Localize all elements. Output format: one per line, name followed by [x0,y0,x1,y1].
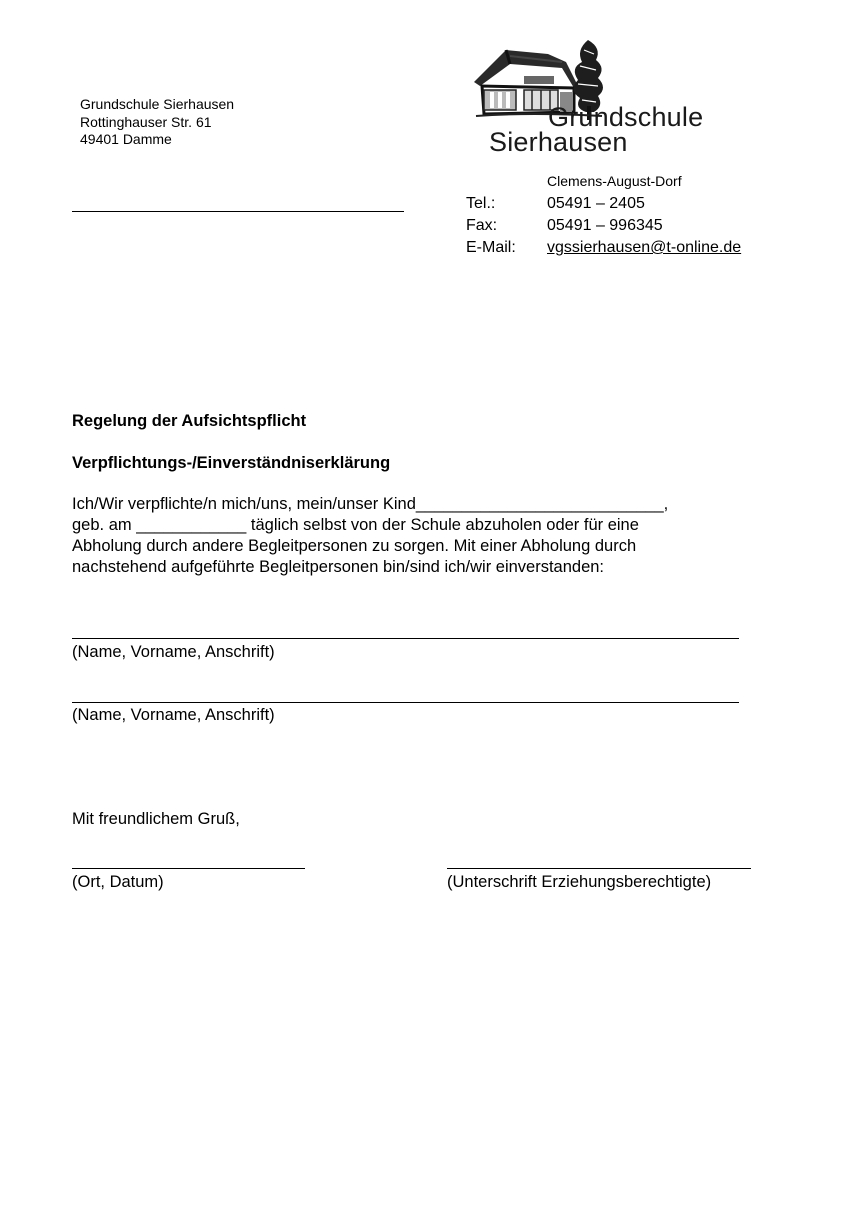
heading-supervision-rules: Regelung der Aufsichtspflicht [72,412,307,430]
logo-word-sierhausen: Sierhausen [489,127,628,157]
school-logo [470,36,710,164]
place-date-line [72,868,305,869]
tel-label: Tel.: [466,195,496,212]
tel-value: 05491 – 2405 [547,195,645,212]
recipient-address-line [72,211,404,212]
sender-city: 49401 Damme [80,131,172,147]
logo-word-grundschule: Grundschule [548,102,704,132]
sender-street: Rottinghauser Str. 61 [80,113,212,130]
heading-declaration: Verpflichtungs-/Einverständniserklärung [72,454,391,472]
fax-value: 05491 – 996345 [547,217,663,234]
place-date-caption: (Ort, Datum) [72,873,164,891]
village-name: Clemens-August-Dorf [547,173,682,189]
person-2-line [72,702,739,703]
person-2-caption: (Name, Vorname, Anschrift) [72,706,275,724]
paragraph-line: Ich/Wir verpflichte/n mich/uns, mein/unser Kind___________________________, [72,495,669,513]
signature-caption: (Unterschrift Erziehungsberechtigte) [447,873,712,891]
sender-address [80,96,234,149]
declaration-paragraph [72,494,732,578]
email-link[interactable]: vgssierhausen@t-online.de [547,239,742,256]
person-1-caption: (Name, Vorname, Anschrift) [72,643,275,661]
paragraph-line: geb. am ____________ täglich selbst von der Schule abzuholen oder für eine [72,516,639,534]
fax-label: Fax: [466,217,498,234]
paragraph-line: Abholung durch andere Begleitpersonen zu sorgen. Mit einer Abholung durch [72,537,637,555]
closing-greeting: Mit freundlichem Gruß, [72,810,240,828]
email-label: E-Mail: [466,239,516,256]
person-1-line [72,638,739,639]
paragraph-line: nachstehend aufgeführte Begleitpersonen bin/sind ich/wir einverstanden: [72,558,605,576]
signature-line [447,868,751,869]
sender-school-name: Grundschule Sierhausen [80,96,235,112]
